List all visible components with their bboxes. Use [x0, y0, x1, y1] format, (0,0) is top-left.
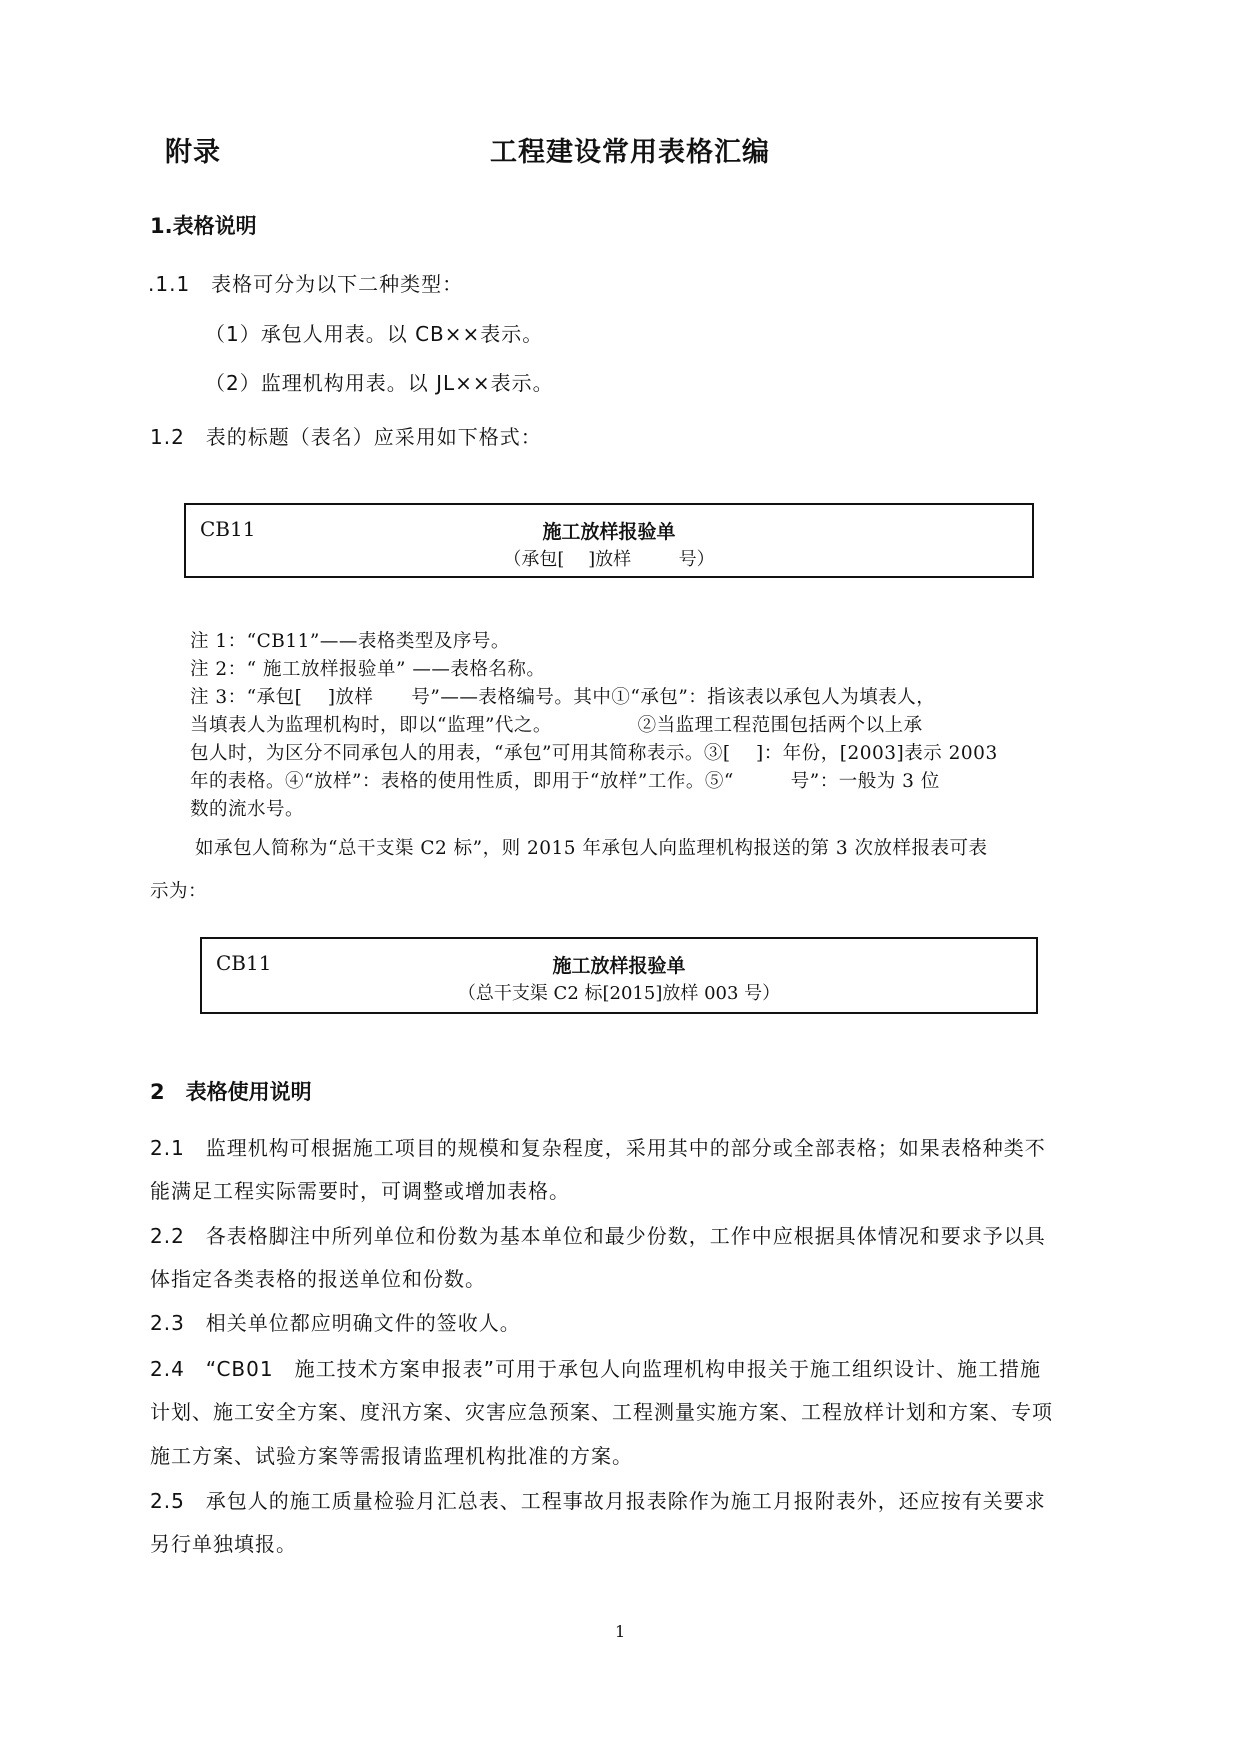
page-number: 1 — [615, 1622, 626, 1641]
section-1-title: 1.表格说明 — [150, 214, 257, 238]
page-title: 工程建设常用表格汇编 — [490, 137, 770, 168]
note-1: 注 1：“CB11”——表格类型及序号。 — [190, 631, 510, 652]
para-2-5-line-2: 另行单独填报。 — [150, 1532, 297, 1556]
note-2: 注 2：“ 施工放样报验单” ——表格名称。 — [190, 659, 546, 680]
para-2-3: 2.3 相关单位都应明确文件的签收人。 — [150, 1311, 521, 1335]
list-item-1: （1）承包人用表。以 CB××表示。 — [205, 322, 544, 346]
example-form-number: （总干支渠 C2 标[2015]放样 003 号） — [457, 983, 781, 1004]
note-3-line-3: 包人时，为区分不同承包人的用表，“承包”可用其简称表示。③[ ]：年份，[2003]表示 2003 — [190, 743, 998, 764]
note-3-line-2: 当填表人为监理机构时，即以“监理”代之。 ②当监理工程范围包括两个以上承 — [190, 715, 923, 736]
title-format-box — [184, 503, 1034, 578]
section-2-title: 2 表格使用说明 — [150, 1080, 312, 1104]
example-form-title: 施工放样报验单 — [552, 955, 686, 977]
form-code: CB11 — [200, 517, 256, 541]
para-1-1: .1.1 表格可分为以下二种类型： — [148, 272, 464, 296]
list-item-2: （2）监理机构用表。以 JL××表示。 — [205, 371, 554, 395]
para-2-4-line-1: 2.4 “CB01 施工技术方案申报表”可用于承包人向监理机构申报关于施工组织设计、施工措施 — [150, 1357, 1041, 1381]
note-3-line-5: 数的流水号。 — [190, 799, 305, 820]
para-2-1-line-2: 能满足工程实际需要时，可调整或增加表格。 — [150, 1179, 570, 1203]
example-format-box — [200, 937, 1038, 1014]
note-3-line-1: 注 3：“承包[ ]放样 号”——表格编号。其中①“承包”：指该表以承包人为填表人， — [190, 687, 936, 708]
para-1-2: 1.2 表的标题（表名）应采用如下格式： — [150, 425, 542, 449]
example-line-1: 如承包人简称为“总干支渠 C2 标”，则 2015 年承包人向监理机构报送的第 3 次放样报表可表 — [195, 838, 988, 859]
para-2-2-line-1: 2.2 各表格脚注中所列单位和份数为基本单位和最少份数，工作中应根据具体情况和要求予以具 — [150, 1224, 1046, 1248]
para-2-4-line-2: 计划、施工安全方案、度汛方案、灾害应急预案、工程测量实施方案、工程放样计划和方案、专项 — [150, 1400, 1053, 1424]
example-line-2: 示为： — [150, 881, 208, 902]
para-2-4-line-3: 施工方案、试验方案等需报请监理机构批准的方案。 — [150, 1444, 633, 1468]
form-number: （承包[ ]放样 号） — [503, 549, 715, 570]
para-2-5-line-1: 2.5 承包人的施工质量检验月汇总表、工程事故月报表除作为施工月报附表外，还应按有关要求 — [150, 1489, 1046, 1513]
appendix-label: 附录 — [165, 137, 221, 168]
para-2-2-line-2: 体指定各类表格的报送单位和份数。 — [150, 1267, 486, 1291]
para-2-1-line-1: 2.1 监理机构可根据施工项目的规模和复杂程度，采用其中的部分或全部表格；如果表格种类不 — [150, 1136, 1046, 1160]
note-3-line-4: 年的表格。④“放样”：表格的使用性质，即用于“放样”工作。⑤“ 号”：一般为 3 位 — [190, 771, 940, 792]
example-form-code: CB11 — [216, 951, 272, 975]
form-title: 施工放样报验单 — [542, 521, 676, 543]
